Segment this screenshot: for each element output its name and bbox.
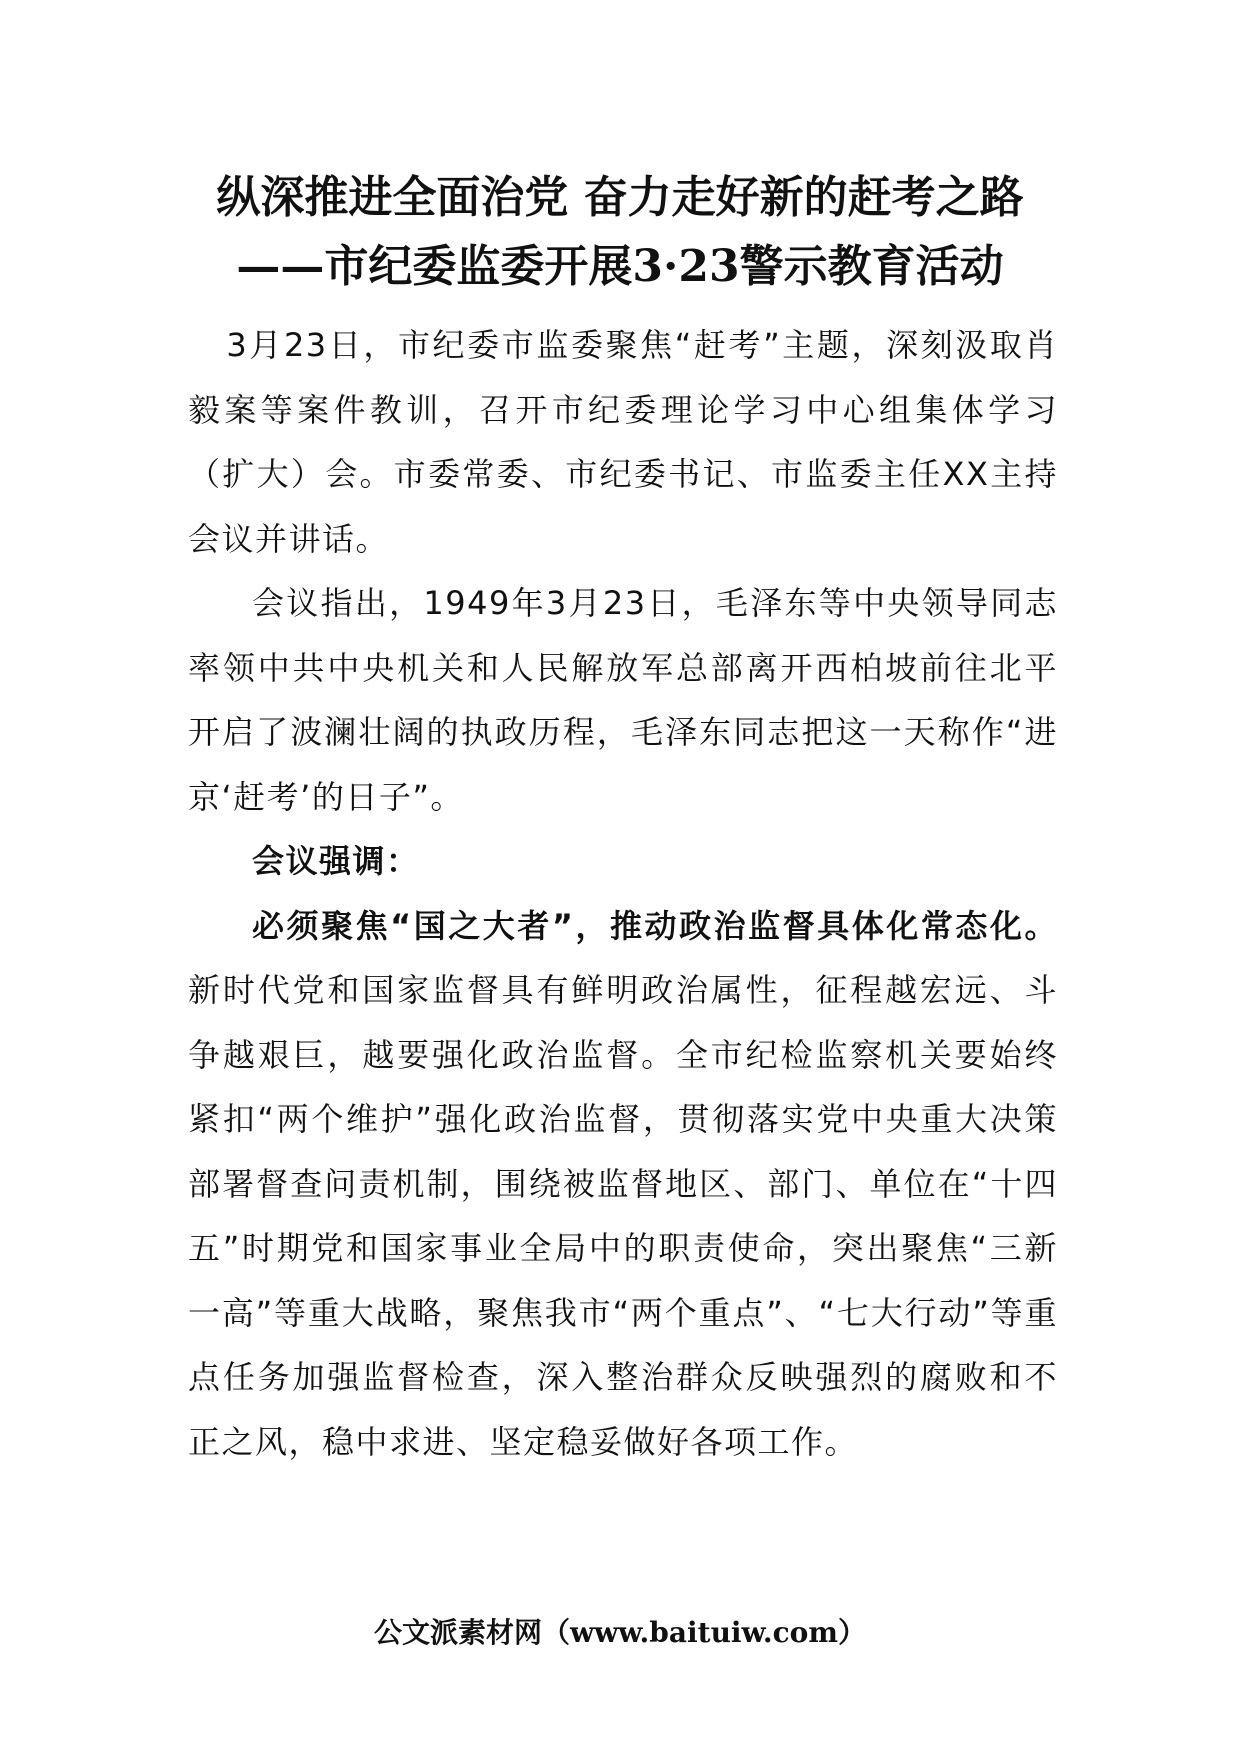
- paragraph-emphasis-heading: 会议强调：: [252, 842, 420, 880]
- document-title: 纵深推进全面治党 奋力走好新的赶考之路: [216, 172, 1024, 223]
- document-body: [188, 313, 1058, 1474]
- paragraph-meeting-intro: 3月23日，市纪委市监委聚焦“赶考”主题，深刻汲取肖毅案等案件教训，召开市纪委理论学习中心组集体学习（扩大）会。市委常委、市纪委书记、市监委主任XX主持会议并讲话。: [188, 326, 1058, 558]
- footer-watermark: 公文派素材网（www.baituiw.com）: [374, 1616, 866, 1649]
- paragraph-lead-sentence: 必须聚焦“国之大者”，推动政治监督具体化常态化。: [252, 906, 1058, 945]
- paragraph-body-text: 新时代党和国家监督具有鲜明政治属性，征程越宏远、斗争越艰巨，越要强化政治监督。全市纪检监察机关要始终紧扣“两个维护”强化政治监督，贯彻落实党中央重大决策部署督查问责机制，围绕被监督地区、部门、单位在“十四五”时期党和国家事业全局中的职责使命，突出聚焦“三新一高”等重大战略，聚焦我市“两个重点”、“七大行动”等重点任务加强监督检查，深入整治群众反映强烈的腐败和不正之风，稳中求进、坚定稳妥做好各项工作。: [188, 971, 1058, 1461]
- paragraph-meeting-point: 会议指出，1949年3月23日，毛泽东等中央领导同志率领中共中央机关和人民解放军总部离开西柏坡前往北平开启了波澜壮阔的执政历程，毛泽东同志把这一天称作“进京‘赶考’的日子”。: [188, 584, 1058, 816]
- document-subtitle: ——市纪委监委开展3·23警示教育活动: [236, 241, 1004, 292]
- paragraph-political-supervision: [188, 894, 1058, 1475]
